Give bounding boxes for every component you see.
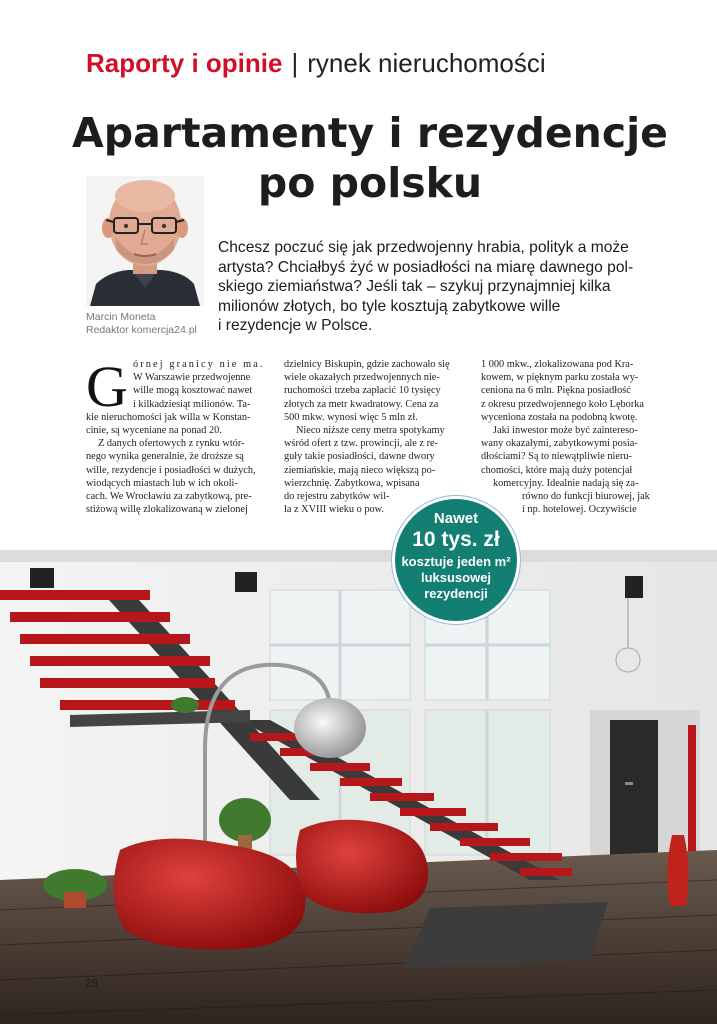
body-line: cinie, są wyceniane na ponad 20. — [86, 425, 222, 437]
interior-illustration — [0, 550, 717, 1024]
body-column-3 — [481, 358, 656, 516]
lead-line: Chcesz poczuć się jak przedwojenny hrabia, polityk a może — [218, 239, 629, 256]
body-line: kie nieruchomości jak willa w Konstan- — [86, 411, 251, 423]
body-line: ruchomości trzeba zapłacić 10 tysięcy — [284, 385, 441, 397]
body-line: Jaki inwestor może być zaintereso- — [493, 425, 638, 437]
lead-line: milionów złotych, bo tyle kosztują zabytkowe wille — [218, 297, 561, 315]
body-line: wany okazałymi, zabytkowymi posia- — [481, 438, 638, 450]
body-line: órnej granicy nie ma. — [133, 359, 265, 370]
body-line: W Warszawie przedwojenne — [133, 372, 251, 384]
body-line: dzielnicy Biskupin, gdzie zachowało się — [284, 359, 450, 370]
body-line: guły takie posiadłości, dawne dwory — [284, 451, 435, 463]
body-line: 500 mkw. wynosi więc 5 mln zł. — [284, 411, 418, 423]
body-line: równo do funkcji biurowej, jak — [522, 491, 650, 503]
body-line: złotych za metr kwadratowy. Cena za — [284, 398, 439, 410]
body-line: Nieco niższe ceny metra spotykamy — [296, 425, 445, 437]
body-line: komercyjny. Idealnie nadają się za- — [493, 477, 639, 489]
body-line: dłościami? Są to niewątpliwie nieru- — [481, 451, 632, 463]
section-header — [86, 44, 546, 82]
body-line: wśród ofert z tzw. prowincji, ale z re- — [284, 438, 439, 450]
body-line: wierzchnię. Zabytkowa, wpisana — [284, 477, 420, 489]
body-line: ceniona na 6 mln. Piękna posiadłość — [481, 385, 631, 397]
body-line: wiele okazałych przedwojennych nie- — [284, 372, 440, 384]
author-photo — [86, 176, 204, 306]
body-line: do rejestru zabytków wil- — [284, 491, 390, 503]
topic-label: rynek nieruchomości — [307, 48, 546, 78]
body-line: z okresu przedwojennego koło Lęborka — [481, 398, 644, 410]
author-name: Marcin Moneta — [86, 311, 156, 323]
body-line: stiżową willę zlokalizowaną w zielonej — [86, 504, 248, 516]
author-info — [86, 311, 216, 337]
page-number: 26 — [85, 976, 99, 990]
body-column-1 — [86, 354, 265, 516]
body-line: 1 000 mkw., zlokalizowana pod Kra- — [481, 359, 634, 370]
body-line: wille, rezydencje i posiadłości w dużych, — [86, 464, 256, 476]
body-line: i np. hotelowej. Oczywiście — [522, 504, 637, 516]
callout-amount: 10 tys. zł — [412, 528, 500, 551]
callout-line: Nawet — [433, 510, 479, 527]
lead-line: artysta? Chciałbyś żyć w posiadłości na miarę dawnego pol- — [218, 258, 634, 276]
body-line: la z XVIII wieku o pow. — [284, 504, 384, 516]
section-label: Raporty i opinie — [86, 48, 283, 78]
body-line: chomości, które mają duży potencjał — [481, 464, 633, 476]
body-line: Z danych ofertowych z rynku wtór- — [98, 438, 245, 450]
author-role: Redaktor komercja24.pl — [86, 324, 197, 336]
title-line: po polsku — [257, 159, 483, 207]
body-line: wyceniona została na podobną kwotę. — [481, 411, 638, 423]
body-line: i kilkadziesiąt milionów. Ta- — [133, 398, 251, 410]
body-line: cach. We Wrocławiu za zabytkową, pre- — [86, 491, 252, 503]
lead-line: skiego ziemiaństwa? Jeśli tak – szykuj przynajmniej kilka — [218, 278, 611, 296]
callout-line: kosztuje jeden m² — [401, 554, 511, 569]
body-line: wiodących miastach lub w ich okoli- — [86, 477, 238, 489]
body-line: wille mogą kosztować nawet — [133, 385, 253, 397]
body-column-2 — [284, 358, 459, 516]
lead-paragraph — [218, 238, 638, 336]
body-line: nego wynika generalnie, że droższe są — [86, 451, 244, 463]
callout-line: luksusowej — [420, 570, 492, 585]
callout-line: rezydencji — [424, 586, 488, 601]
body-line: ziemiańskie, mają nieco większą po- — [284, 464, 436, 476]
body-line: kowem, w pięknym parku została wy- — [481, 372, 639, 384]
title-line: Apartamenty i rezydencje — [71, 109, 668, 157]
header-separator: | — [291, 48, 299, 78]
price-callout — [392, 496, 520, 624]
drop-cap: G — [86, 354, 128, 419]
lead-line: i rezydencje w Polsce. — [218, 317, 373, 335]
